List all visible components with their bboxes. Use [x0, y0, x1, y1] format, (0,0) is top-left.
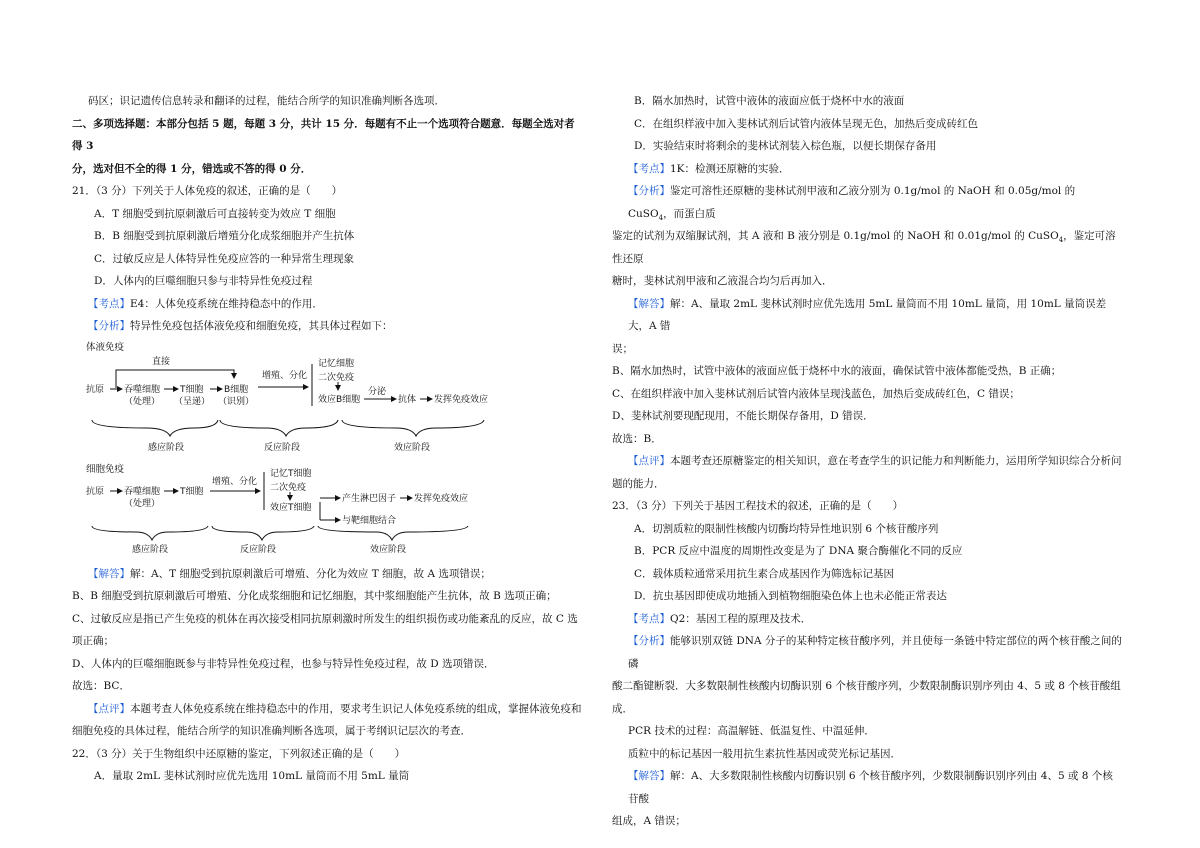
- dianping-text2: 细胞免疫的具体过程，能结合所学的知识准确判断各选项，属于考纲识记层次的考查．: [72, 725, 471, 737]
- question-21: 21．（3 分）下列关于人体免疫的叙述，正确的是（ ）: [72, 185, 343, 197]
- humoral-diagram-svg: [86, 340, 526, 452]
- diagram2-target: 与靶细胞结合: [342, 516, 397, 526]
- marker-gene: 质粒中的标记基因一般用抗生素抗性基因或荧光标记基因．: [628, 747, 901, 760]
- dianping-text2: 题的能力．: [612, 477, 665, 490]
- diagram1-stage1: 感应阶段: [148, 442, 185, 452]
- q23-kaodian: [612, 608, 1122, 631]
- diagram2-macrophage-sub: （处理）: [124, 499, 161, 509]
- q22-jieda: [612, 293, 1122, 338]
- jieda-c1: C、过敏反应是指已产生免疫的机体在再次接受相同抗原刺激时所发生的组织损伤或功能紊乱的反应，故 C 选: [72, 612, 578, 625]
- cellular-immunity-diagram: [86, 462, 526, 563]
- fenxi-text-1b: ，而蛋白质: [663, 207, 716, 220]
- jieda-b: B、B 细胞受到抗原刺激后可增殖、分化成浆细胞和记忆细胞，其中浆细胞能产生抗体，故 B 选项正确；: [72, 590, 557, 602]
- diagram2-stage3: 效应阶段: [370, 545, 407, 554]
- q22-option-c: C．在组织样液中加入斐林试剂后试管内液体呈现无色，加热后变成砖红色: [634, 117, 979, 130]
- jieda-d: D、人体内的巨噬细胞既参与非特异性免疫过程，也参与特异性免疫过程，故 D 选项错误．: [72, 657, 495, 670]
- q22-option-d: D．实验结束时将剩余的斐林试剂装入棕色瓶，以便长期保存备用: [634, 140, 937, 152]
- subscript-4: 4: [1058, 236, 1064, 245]
- q22-dianping: [612, 450, 1122, 473]
- diagram2-title: 细胞免疫: [86, 464, 125, 475]
- diagram2-antigen: 抗原: [86, 487, 105, 497]
- fenxi-text: 特异性免疫包括体液免疫和细胞免疫，其具体过程如下：: [130, 320, 393, 332]
- section-heading: 二、多项选择题：本部分包括 5 题，每题 3 分，共计 15 分．每题有不止一个选项符合题意．每题全选对者得 3: [72, 117, 575, 152]
- diagram2-lymphokine: 产生淋巴因子: [342, 494, 397, 504]
- q22-option-a: A．量取 2mL 斐林试剂时应优先选用 10mL 量筒而不用 5mL 量筒: [94, 770, 410, 782]
- q21-kaodian: [72, 293, 582, 316]
- diagram2-prolif: 增殖、分化: [212, 477, 258, 487]
- q22-kaodian: [612, 158, 1122, 181]
- q23-option-d: D．抗虫基因即使成功地插入到植物细胞染色体上也未必能正常表达: [634, 590, 947, 602]
- q21-jieda: [72, 563, 582, 586]
- q22-option-b: B．隔水加热时，试管中液体的液面应低于烧杯中水的液面: [634, 95, 905, 107]
- jieda-text-1: 解：A、大多数限制性核酸内切酶识别 6 个核苷酸序列，少数限制酶识别序列由 4、5 或 8 个核苷酸: [628, 770, 1113, 805]
- q23-fenxi: [612, 630, 1122, 675]
- diagram2-stage2: 反应阶段: [240, 545, 277, 554]
- diagram1-macrophage: 吞噬细胞: [124, 384, 161, 395]
- dianping-tag: 【点评】: [88, 702, 130, 715]
- diagram1-stage2: 反应阶段: [264, 442, 301, 452]
- diagram1-macrophage-sub: （处理）: [124, 396, 161, 407]
- fenxi-tag: 【分析】: [628, 635, 670, 647]
- diagram1-antigen: 抗原: [86, 384, 105, 395]
- kaodian-text: 1K：检测还原糖的实验．: [670, 162, 790, 175]
- section-heading-cont: 分，选对但不全的得 1 分，错选或不答的得 0 分．: [72, 162, 312, 175]
- fenxi-tag: 【分析】: [88, 320, 130, 332]
- question-23: 23．（3 分）下列关于基因工程技术的叙述，正确的是（ ）: [612, 500, 904, 512]
- fenxi-text-2b: ，鉴定可溶性还原: [612, 230, 1116, 265]
- diagram1-title: 体液免疫: [86, 341, 125, 353]
- q21-fenxi: [72, 315, 582, 338]
- q21-dianping: [72, 698, 582, 721]
- answer: 故选：BC．: [72, 680, 130, 692]
- diagram1-t-cell-sub: （呈递）: [174, 396, 211, 407]
- fenxi-text-1a: 鉴定可溶性还原糖的斐林试剂甲液和乙液分别为 0.1g/mol 的 NaOH 和 0.05g/mol 的 CuSO: [628, 185, 1076, 220]
- diagram2-stage1: 感应阶段: [132, 545, 169, 554]
- fenxi-line-2: [612, 225, 1122, 270]
- diagram1-effect: 发挥免疫效应: [434, 394, 489, 405]
- jieda-a2: 误；: [612, 342, 633, 355]
- q23-jieda: [612, 765, 1122, 810]
- question-22: 22．（3 分）关于生物组织中还原糖的鉴定，下列叙述正确的是（ ）: [72, 747, 406, 760]
- q23-option-c: C．载体质粒通常采用抗生素合成基因作为筛选标记基因: [634, 567, 895, 580]
- subscript-4: 4: [658, 213, 664, 222]
- jieda-tag: 【解答】: [628, 297, 670, 310]
- q21-option-c: C．过敏反应是人体特异性免疫应答的一种异常生理现象: [94, 252, 355, 265]
- humoral-immunity-diagram: [86, 340, 526, 461]
- jieda-tag: 【解答】: [88, 567, 130, 580]
- diagram2-t-cell: T细胞: [180, 487, 204, 497]
- diagram1-second: 二次免疫: [318, 372, 355, 383]
- dianping-text: 本题考查人体免疫系统在维持稳态中的作用，要求考生识记人体免疫系统的组成，掌握体液免疫和: [130, 702, 582, 715]
- q21-option-b: B．B 细胞受到抗原刺激后增殖分化成浆细胞并产生抗体: [94, 230, 355, 242]
- text-line: 码区；识记遗传信息转录和翻译的过程，能结合所学的知识准确判断各选项．: [88, 95, 445, 107]
- jieda-b: B、隔水加热时，试管中液体的液面应低于烧杯中水的液面，确保试管中液体都能受热，B 正确；: [612, 365, 1062, 377]
- diagram1-t-cell: T细胞: [180, 384, 204, 395]
- fenxi-text-2a: 鉴定的试剂为双缩脲试剂，其 A 液和 B 液分别是 0.1g/mol 的 NaOH 和 0.01g/mol 的 CuSO: [612, 230, 1059, 242]
- kaodian-text: E4：人体免疫系统在维持稳态中的作用．: [130, 297, 323, 310]
- fenxi-line-3: 糖时，斐林试剂甲液和乙液混合均匀后再加入．: [612, 275, 833, 287]
- diagram1-stage3: 效应阶段: [394, 442, 431, 452]
- jieda-text-2: 组成，A 错误；: [612, 815, 686, 827]
- diagram1-secrete: 分泌: [368, 386, 387, 397]
- dianping-text: 本题考查还原糖鉴定的相关知识，意在考查学生的识记能力和判断能力，运用所学知识综合分析问: [670, 455, 1122, 467]
- jieda-a1: 解：A、量取 2mL 斐林试剂时应优先选用 5mL 量筒而不用 10mL 量筒，用 10mL 量筒误差大，A 错: [628, 297, 1107, 332]
- diagram1-prolif: 增殖、分化: [262, 370, 308, 381]
- diagram2-effect: 发挥免疫效应: [414, 494, 469, 504]
- fenxi-tag: 【分析】: [628, 185, 670, 197]
- fenxi-text-2: 酸二酯键断裂．大多数限制性核酸内切酶识别 6 个核苷酸序列，少数限制酶识别序列由 4、5 或 8 个核苷酸组: [612, 680, 1121, 692]
- left-column: [72, 90, 582, 788]
- diagram2-macrophage: 吞噬细胞: [124, 487, 161, 497]
- diagram1-b-cell-sub: （识别）: [218, 396, 255, 407]
- answer: 故选：B．: [612, 432, 662, 445]
- jieda-c2: 项正确；: [72, 635, 114, 647]
- right-column: [612, 90, 1122, 833]
- diagram1-b-cell: B细胞: [224, 384, 249, 395]
- q23-option-a: A．切割质粒的限制性核酸内切酶均特异性地识别 6 个核苷酸序列: [634, 522, 939, 535]
- kaodian-tag: 【考点】: [88, 297, 130, 310]
- q22-fenxi: [612, 180, 1122, 225]
- diagram1-plasma: 效应B细胞: [318, 394, 361, 405]
- kaodian-tag: 【考点】: [628, 162, 670, 175]
- jieda-tag: 【解答】: [628, 770, 670, 782]
- q21-option-d: D．人体内的巨噬细胞只参与非特异性免疫过程: [94, 275, 313, 287]
- jieda-text: 解：A、T 细胞受到抗原刺激后可增殖、分化为效应 T 细胞，故 A 选项错误；: [130, 567, 491, 580]
- fenxi-text-3: 成．: [612, 702, 633, 715]
- q21-option-a: A．T 细胞受到抗原刺激后可直接转变为效应 T 细胞: [94, 207, 336, 220]
- pcr-process: PCR 技术的过程：高温解链、低温复性、中温延伸．: [628, 725, 875, 737]
- kaodian-text: Q2：基因工程的原理及技术．: [670, 612, 812, 625]
- fenxi-text-1: 能够识别双链 DNA 分子的某种特定核苷酸序列，并且使每一条链中特定部位的两个核苷酸之间的磷: [628, 635, 1122, 670]
- cellular-diagram-svg: [86, 462, 526, 554]
- jieda-d: D、斐林试剂要现配现用，不能长期保存备用，D 错误．: [612, 410, 874, 422]
- diagram2-memory: 记忆T细胞: [270, 469, 312, 479]
- q23-option-b: B．PCR 反应中温度的周期性改变是为了 DNA 聚合酶催化不同的反应: [634, 545, 963, 557]
- diagram2-second: 二次免疫: [270, 483, 307, 493]
- diagram1-memory: 记忆细胞: [318, 358, 355, 369]
- diagram2-efft: 效应T细胞: [270, 503, 312, 513]
- diagram1-antibody: 抗体: [398, 394, 417, 405]
- dianping-tag: 【点评】: [628, 455, 670, 467]
- jieda-c: C、在组织样液中加入斐林试剂后试管内液体呈现浅蓝色，加热后变成砖红色，C 错误；: [612, 387, 1020, 400]
- kaodian-tag: 【考点】: [628, 612, 670, 625]
- diagram1-direct-label: 直接: [152, 356, 171, 367]
